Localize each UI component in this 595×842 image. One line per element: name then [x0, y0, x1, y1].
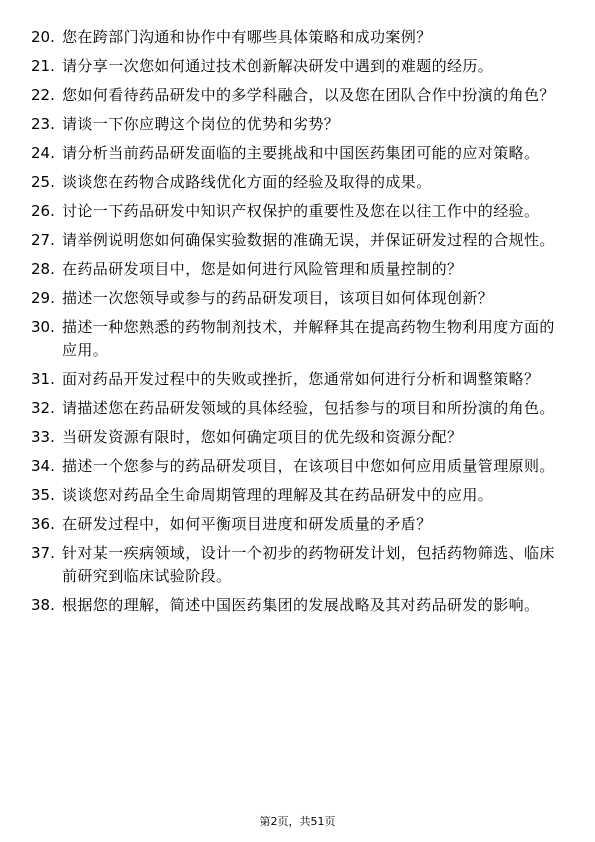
question-number: 28.: [31, 260, 55, 278]
question-number: 24.: [31, 144, 55, 162]
question-text: 讨论一下药品研发中知识产权保护的重要性及您在以往工作中的经验。: [62, 202, 540, 220]
list-item: [0, 113, 595, 136]
question-number: 37.: [31, 544, 55, 562]
question-number: 31.: [31, 370, 55, 388]
list-item: [0, 258, 595, 281]
question-text: 您如何看待药品研发中的多学科融合，以及您在团队合作中扮演的角色？: [62, 86, 555, 104]
question-number: 20.: [31, 28, 55, 46]
question-number: 36.: [31, 515, 55, 533]
list-item: [0, 426, 595, 449]
question-text: 针对某一疾病领域，设计一个初步的药物研发计划，包括药物筛选、临床前研究到临床试验阶段。: [62, 544, 555, 585]
list-item: [0, 316, 595, 362]
list-item: [0, 229, 595, 252]
question-number: 34.: [31, 457, 55, 475]
question-number: 32.: [31, 399, 55, 417]
list-item: [0, 287, 595, 310]
question-number: 25.: [31, 173, 55, 191]
question-text: 您在跨部门沟通和协作中有哪些具体策略和成功案例？: [62, 28, 432, 46]
question-number: 38.: [31, 596, 55, 614]
question-number: 30.: [31, 318, 55, 336]
question-text: 在药品研发项目中，您是如何进行风险管理和质量控制的？: [62, 260, 463, 278]
list-item: [0, 594, 595, 617]
question-number: 33.: [31, 428, 55, 446]
question-text: 描述一次您领导或参与的药品研发项目，该项目如何体现创新？: [62, 289, 494, 307]
list-item: [0, 368, 595, 391]
question-number: 23.: [31, 115, 55, 133]
question-number: 22.: [31, 86, 55, 104]
question-text: 当研发资源有限时，您如何确定项目的优先级和资源分配？: [62, 428, 463, 446]
question-text: 请举例说明您如何确保实验数据的准确无误，并保证研发过程的合规性。: [62, 231, 555, 249]
question-number: 21.: [31, 57, 55, 75]
list-item: [0, 55, 595, 78]
question-text: 谈谈您在药物合成路线优化方面的经验及取得的成果。: [62, 173, 432, 191]
list-item: [0, 455, 595, 478]
list-item: [0, 397, 595, 420]
list-item: [0, 542, 595, 588]
list-item: [0, 171, 595, 194]
question-number: 27.: [31, 231, 55, 249]
question-text: 根据您的理解，简述中国医药集团的发展战略及其对药品研发的影响。: [62, 596, 540, 614]
list-item: [0, 84, 595, 107]
page-number: 第2页，共51页: [259, 815, 336, 828]
question-text: 描述一种您熟悉的药物制剂技术，并解释其在提高药物生物利用度方面的应用。: [62, 318, 555, 359]
question-text: 请谈一下你应聘这个岗位的优势和劣势？: [62, 115, 340, 133]
question-number: 26.: [31, 202, 55, 220]
question-number: 29.: [31, 289, 55, 307]
question-text: 谈谈您对药品全生命周期管理的理解及其在药品研发中的应用。: [62, 486, 494, 504]
question-list: [0, 26, 595, 623]
question-text: 请分享一次您如何通过技术创新解决研发中遇到的难题的经历。: [62, 57, 494, 75]
question-text: 在研发过程中，如何平衡项目进度和研发质量的矛盾？: [62, 515, 432, 533]
question-text: 面对药品开发过程中的失败或挫折，您通常如何进行分析和调整策略？: [62, 370, 540, 388]
list-item: [0, 142, 595, 165]
question-text: 请描述您在药品研发领域的具体经验，包括参与的项目和所扮演的角色。: [62, 399, 555, 417]
list-item: [0, 200, 595, 223]
question-text: 请分析当前药品研发面临的主要挑战和中国医药集团可能的应对策略。: [62, 144, 540, 162]
question-text: 描述一个您参与的药品研发项目，在该项目中您如何应用质量管理原则。: [62, 457, 555, 475]
question-number: 35.: [31, 486, 55, 504]
list-item: [0, 484, 595, 507]
list-item: [0, 26, 595, 49]
list-item: [0, 513, 595, 536]
